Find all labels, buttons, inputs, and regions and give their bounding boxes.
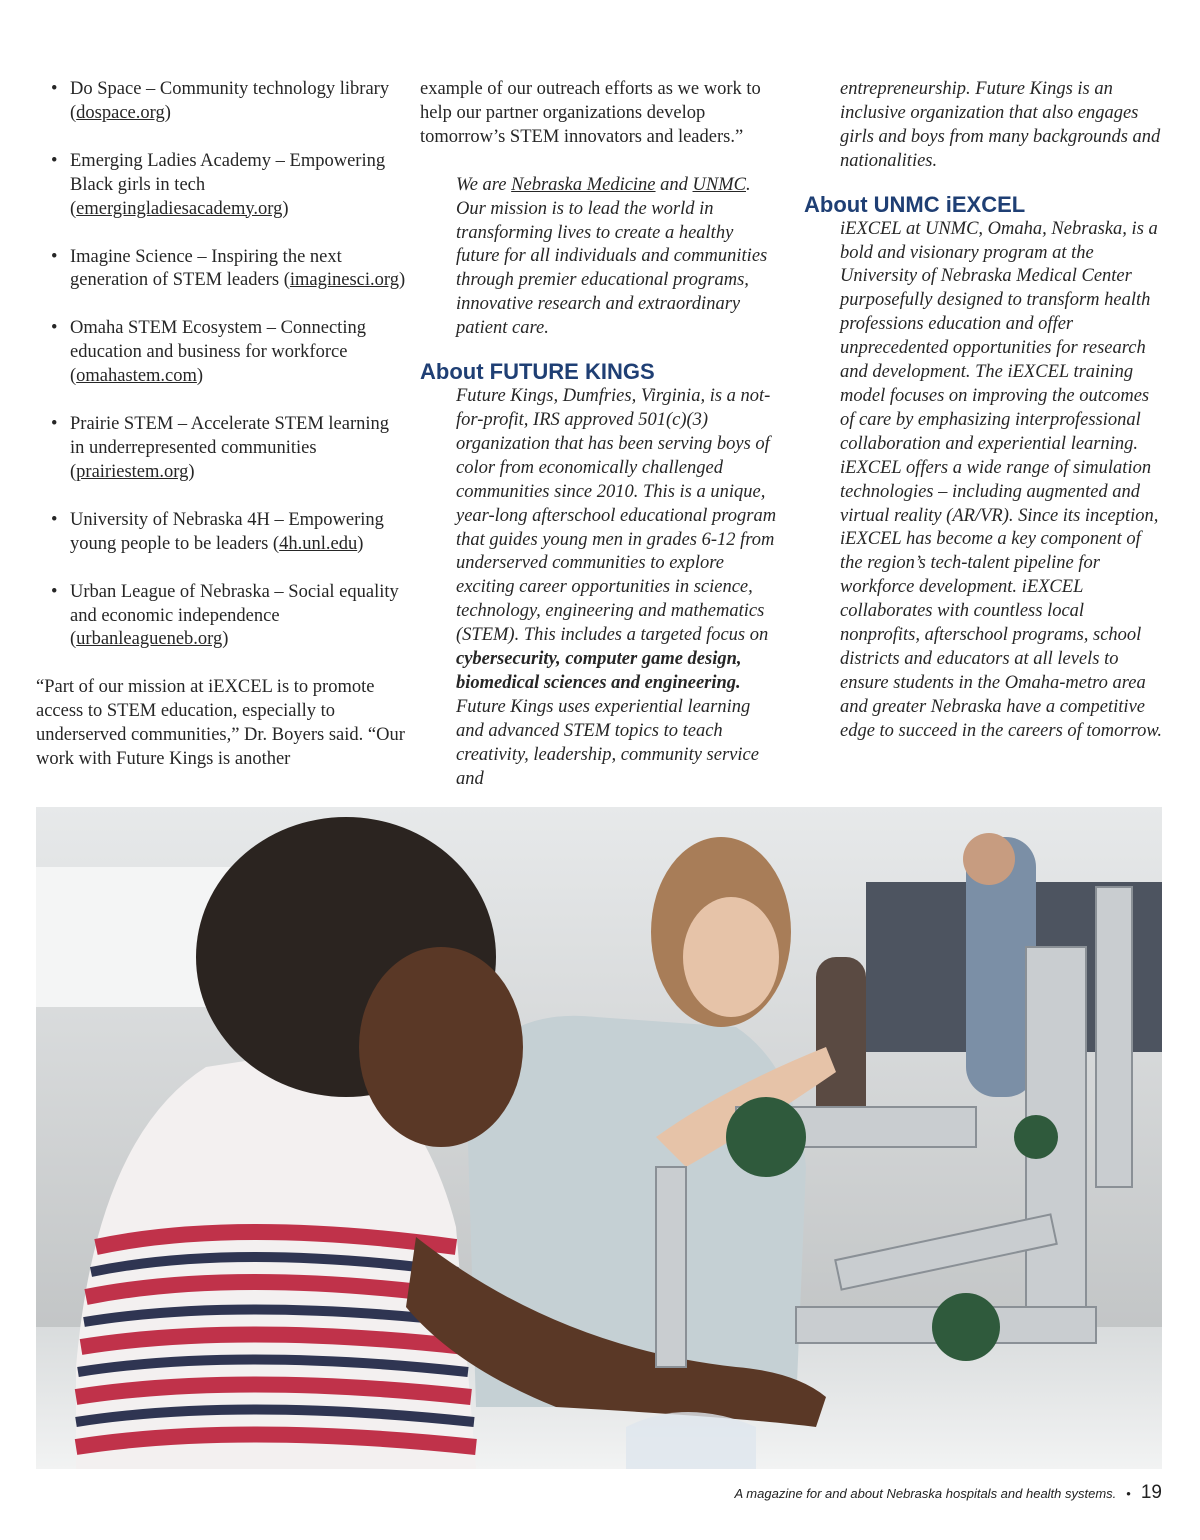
- partner-link[interactable]: dospace.org: [76, 102, 165, 123]
- footer-separator: •: [1126, 1486, 1131, 1501]
- list-item: • Imagine Science – Inspiring the next generation of STEM leaders (imaginesci.org): [36, 246, 408, 294]
- partner-link[interactable]: emergingladiesacademy.org: [76, 198, 283, 219]
- list-item: • Prairie STEM – Accelerate STEM learning in underrepresented communities (prairiestem.org): [36, 413, 408, 485]
- list-item: • Urban League of Nebraska – Social equality and economic independence (urbanleagueneb.org): [36, 581, 408, 653]
- unmc-link[interactable]: UNMC: [692, 174, 746, 195]
- left-column: [36, 78, 408, 772]
- future-kings-text: Future Kings, Dumfries, Virginia, is a not-for-profit, IRS approved 501(c)(3) organization that has been serving boys of color from economically challenged communities since 2010. This is a unique, year-long afterschool educational program that guides young men in grades 6-12 from underserved communities to explore exciting career opportunities in science, technology, engineering and mathematics (STEM). This includes a targeted focus on cybersecurity, computer game design, biomedical sciences and engineering. Future Kings uses experiential learning and advanced STEM topics to teach creativity, leadership, community service and: [456, 386, 777, 789]
- partner-list: [36, 78, 408, 652]
- page-footer: [735, 1482, 1163, 1504]
- partner-link[interactable]: 4h.unl.edu: [279, 533, 358, 554]
- middle-column: [420, 78, 780, 791]
- page-number: 19: [1140, 1482, 1162, 1503]
- mission-statement: We are Nebraska Medicine and UNMC. Our mission is to lead the world in transforming lives to create a healthy future for all individuals and communities through premier educational programs, innovative research and extraordinary patient care.: [456, 174, 768, 339]
- list-item: • Omaha STEM Ecosystem – Connecting education and business for workforce (omahastem.com): [36, 317, 408, 389]
- partner-link[interactable]: prairiestem.org: [76, 461, 189, 482]
- focus-areas: cybersecurity, computer game design, biomedical sciences and engineering.: [456, 649, 742, 693]
- section-heading-iexcel: About UNMC iEXCEL: [804, 191, 1026, 217]
- partner-link[interactable]: omahastem.com: [76, 366, 197, 387]
- boyers-quote: “Part of our mission at iEXCEL is to promote access to STEM education, especially to underserved communities,” Dr. Boyers said. “Our work with Future Kings is another: [36, 677, 405, 770]
- nebraska-medicine-link[interactable]: Nebraska Medicine: [511, 174, 656, 195]
- quote-continuation: example of our outreach efforts as we work to help our partner organizations develop tomorrow’s STEM innovators and leaders.”: [420, 79, 761, 147]
- partner-link[interactable]: urbanleagueneb.org: [76, 629, 223, 650]
- list-item: • Emerging Ladies Academy – Empowering Black girls in tech (emergingladiesacademy.org): [36, 150, 408, 222]
- iexcel-text: iEXCEL at UNMC, Omaha, Nebraska, is a bold and visionary program at the University of Nebraska Medical Center purposefully designed to transform health professions education and offer unprecedented opportunities for research and development. The iEXCEL training model focuses on improving the outcomes of care by emphasizing interprofessional collaboration and experiential learning. iEXCEL offers a wide range of simulation technologies – including augmented and virtual reality (AR/VR). Since its inception, iEXCEL has become a key component of the region’s tech-talent pipeline for workforce development. iEXCEL collaborates with countless local nonprofits, afterschool programs, school districts and educators at all levels to ensure students in the Omaha-metro area and greater Nebraska have a competitive edge to succeed in the careers of tomorrow.: [840, 218, 1162, 741]
- section-heading-future-kings: About FUTURE KINGS: [420, 359, 655, 385]
- future-kings-continuation: entrepreneurship. Future Kings is an inclusive organization that also engages girls and boys from many backgrounds and nationalities.: [840, 79, 1161, 171]
- list-item: • Do Space – Community technology library (dospace.org): [36, 78, 408, 126]
- list-item: • University of Nebraska 4H – Empowering young people to be leaders (4h.unl.edu): [36, 509, 408, 557]
- magazine-tagline: A magazine for and about Nebraska hospitals and health systems.: [734, 1486, 1117, 1501]
- students-robotics-photo: [36, 807, 1162, 1469]
- photo-illustration: [36, 807, 1162, 1469]
- partner-link[interactable]: imaginesci.org: [289, 270, 399, 291]
- right-column: [804, 78, 1166, 744]
